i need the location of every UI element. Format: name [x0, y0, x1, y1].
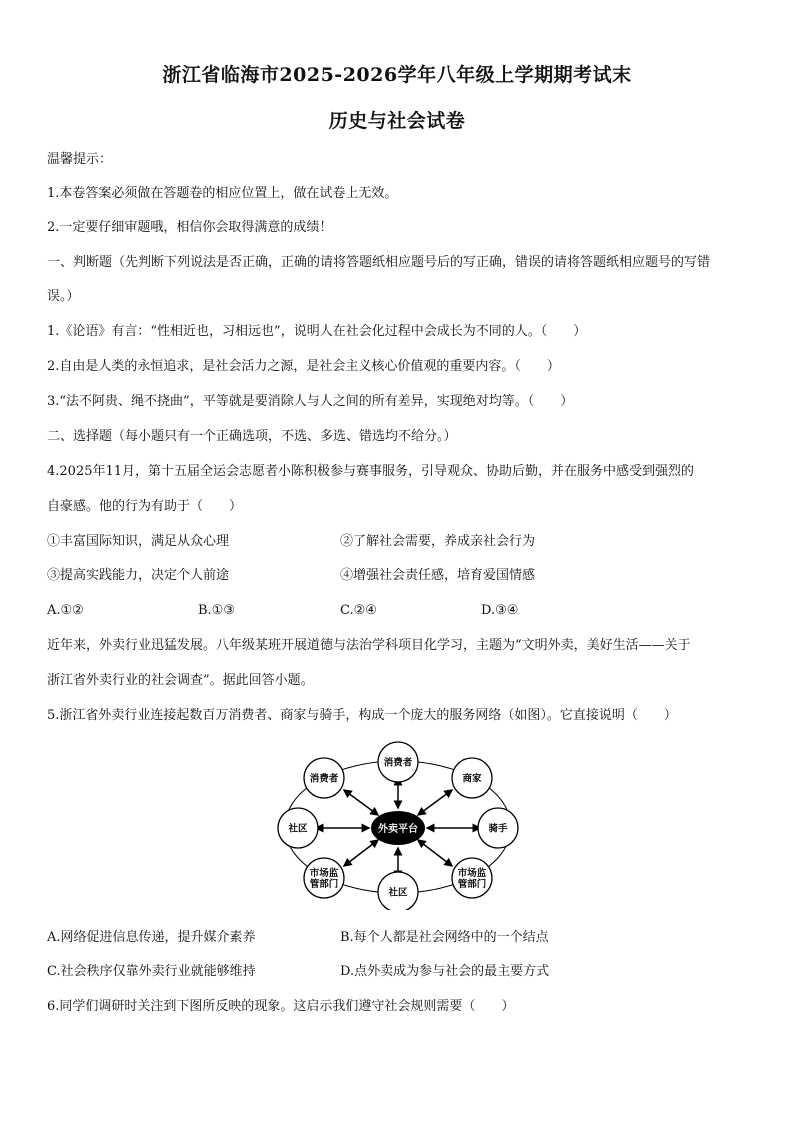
q4-option-c: C.②④ [340, 603, 377, 618]
network-node-3 [452, 758, 492, 798]
tip-2: 2.一定要仔细审题哦，相信你会取得满意的成绩！ [47, 220, 333, 235]
exam-subtitle: 历史与社会试卷 [328, 110, 466, 132]
q5-option-d: D.点外卖成为参与社会的最主要方式 [340, 964, 550, 979]
exam-title: 浙江省临海市2025-2026学年八年级上学期期考试末 [162, 64, 632, 86]
network-node-6 [304, 858, 344, 898]
network-node-label: 市场监 [457, 868, 487, 879]
network-node-7 [378, 872, 418, 910]
judge-item-2: 2.自由是人类的永恒追求，是社会活力之源，是社会主义核心价值观的重要内容。（ ） [47, 359, 560, 374]
q4-option-b: B.①③ [198, 603, 235, 618]
q4-item-1: ①丰富国际知识，满足从众心理 [47, 534, 230, 549]
network-node-2 [304, 758, 344, 798]
network-node-1 [378, 742, 418, 782]
q5-option-b: B.每个人都是社会网络中的一个结点 [340, 930, 549, 945]
q4-item-2: ②了解社会需要，养成亲社会行为 [340, 534, 536, 549]
network-node-label: 市场监 [309, 868, 339, 879]
q4-option-d: D.③④ [481, 603, 519, 618]
q4-item-4: ④增强社会责任感，培育爱国情感 [340, 568, 536, 583]
section1-header: 一、判断题（先判断下列说法是否正确，正确的请将答题纸相应题号后的写正确，错误的请将答题纸相应题号的写错 [47, 255, 711, 270]
judge-item-3: 3.“法不阿贵、绳不挠曲”，平等就是要消除人与人之间的所有差异，实现绝对均等。（ ） [47, 394, 574, 409]
q5-option-c: C.社会秩序仅靠外卖行业就能够维持 [47, 964, 256, 979]
network-node-label: 消费者 [383, 757, 413, 769]
q4-stem: 4.2025年11月，第十五届全运会志愿者小陈积极参与赛事服务，引导观众、协助后勤，并在服务中感受到强烈的 [47, 464, 695, 479]
q5-option-a: A.网络促进信息传递，提升媒介素养 [47, 930, 256, 945]
q6-stem: 6.同学们调研时关注到下图所反映的现象。这启示我们遵守社会规则需要（ ） [47, 999, 515, 1014]
q4-item-3: ③提高实践能力，决定个人前途 [47, 568, 230, 583]
q4-option-a: A.①② [47, 603, 84, 618]
tip-1: 1.本卷答案必须做在答题卷的相应位置上，做在试卷上无效。 [47, 186, 398, 201]
tips-header: 温馨提示： [47, 152, 113, 167]
intro-text: 近年来，外卖行业迅猛发展。八年级某班开展道德与法治学科项目化学习，主题为“文明外卖，美好生活——关于 [47, 638, 691, 653]
judge-item-1: 1.《论语》有言：“性相近也，习相远也”，说明人在社会化过程中会成长为不同的人。（ ） [47, 324, 587, 339]
network-node-label: 商家 [462, 773, 482, 785]
intro-text-cont: 浙江省外卖行业的社会调查”。据此回答小题。 [47, 673, 314, 688]
network-node-label: 社区 [388, 887, 408, 899]
network-node-label: 骑手 [488, 823, 508, 835]
center-node [371, 811, 425, 845]
q4-stem-cont: 自豪感。他的行为有助于（ ） [47, 499, 243, 514]
network-node-label: 管部门 [457, 879, 487, 890]
center-node-label: 外卖平台 [378, 824, 418, 835]
network-node-8 [452, 858, 492, 898]
section2-header: 二、选择题（每小题只有一个正确选项，不选、多选、错选均不给分。） [47, 429, 457, 444]
service-network-diagram [268, 740, 528, 910]
network-node-label: 消费者 [309, 773, 339, 785]
network-node-label: 社区 [288, 823, 308, 835]
network-node-4 [278, 808, 318, 848]
q5-stem: 5.浙江省外卖行业连接起数百万消费者、商家与骑手，构成一个庞大的服务网络（如图）。它直接说明（ ） [47, 708, 677, 723]
section1-header-cont: 误。） [47, 289, 80, 304]
network-node-label: 管部门 [309, 879, 339, 890]
network-node-5 [478, 808, 518, 848]
